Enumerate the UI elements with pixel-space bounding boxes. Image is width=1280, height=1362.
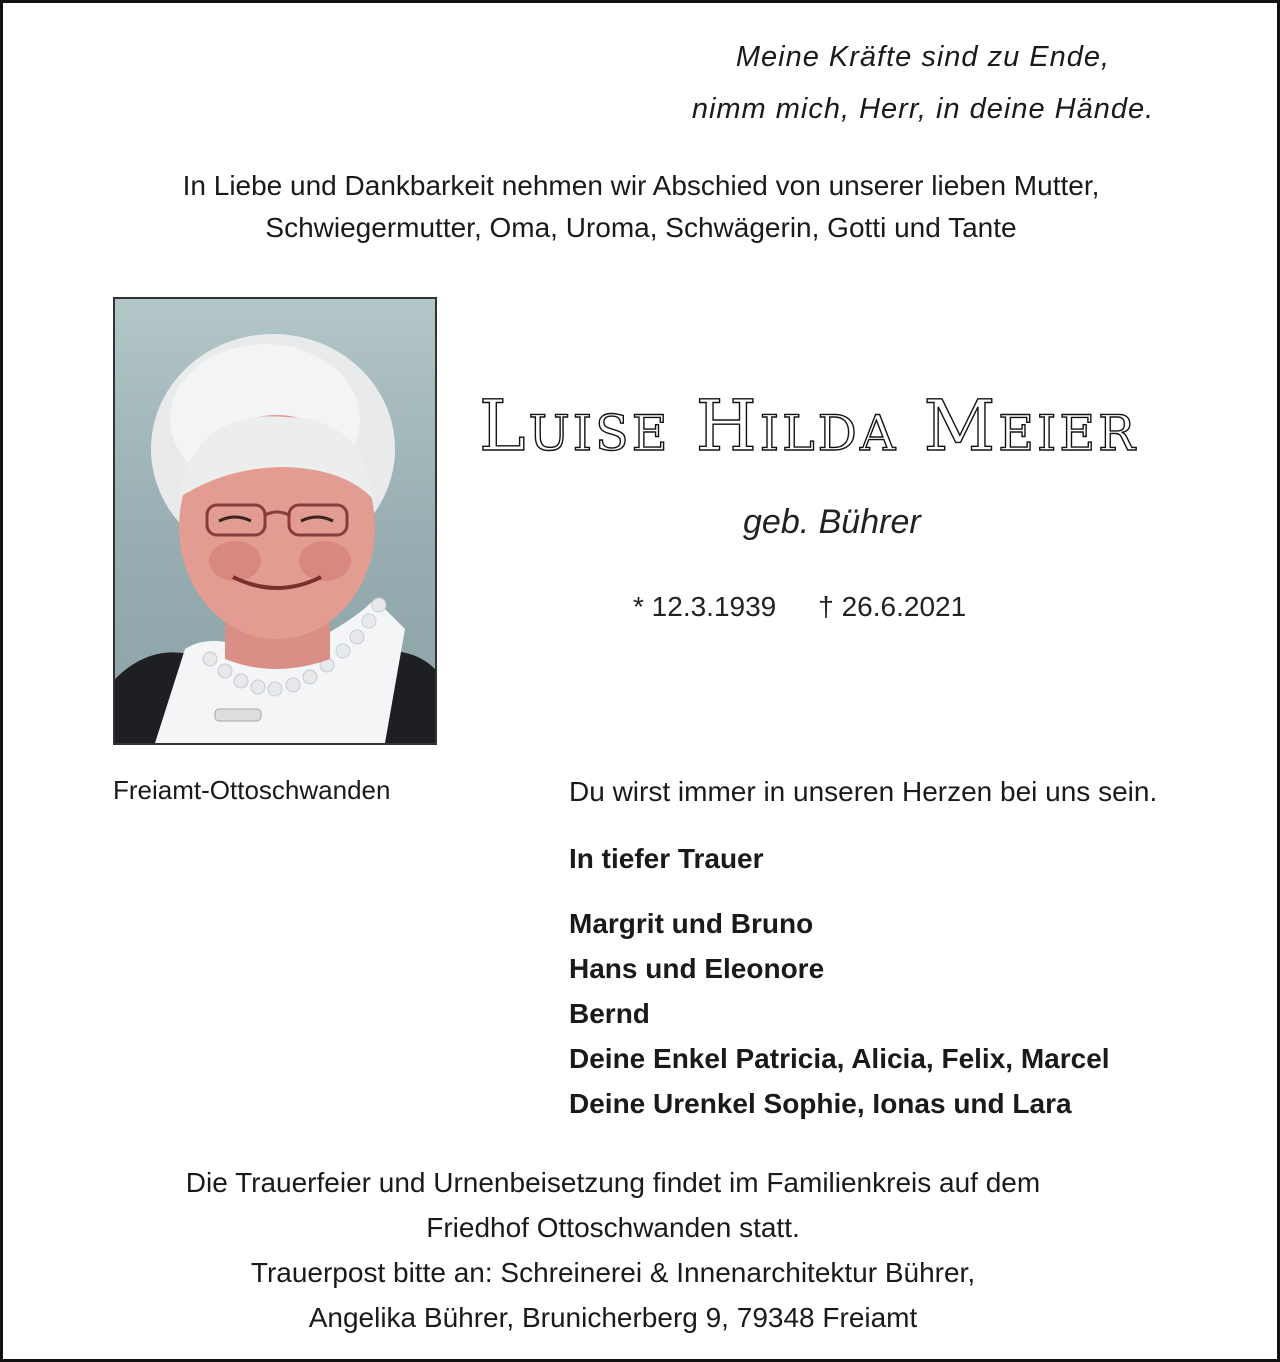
hometown: Freiamt-Ottoschwanden (113, 775, 391, 805)
mourner-item: Deine Urenkel Sophie, Ionas und Lara (569, 1088, 1072, 1119)
intro-line-1: In Liebe und Dankbarkeit nehmen wir Abschied von unserer lieben Mutter, (182, 170, 1100, 201)
funeral-info-line-4: Angelika Bührer, Brunicherberg 9, 79348 Freiamt (308, 1302, 918, 1333)
verse (563, 31, 1280, 135)
verse-line-2: nimm mich, Herr, in deine Hände. (691, 93, 1155, 125)
funeral-info-line-1: Die Trauerfeier und Urnenbeisetzung findet im Familienkreis auf dem (185, 1167, 1041, 1198)
deceased-name: Luise Hilda Meier (479, 385, 1139, 467)
funeral-info-line-2: Friedhof Ottoschwanden statt. (426, 1212, 800, 1243)
birth-name: geb. Bührer (743, 503, 921, 541)
mourner-item: Margrit und Bruno (569, 908, 814, 939)
life-dates (633, 591, 966, 623)
portrait-illustration (115, 299, 435, 743)
death-date: † 26.6.2021 (818, 591, 967, 622)
intro-text (3, 165, 1279, 249)
funeral-info-line-3: Trauerpost bitte an: Schreinerei & Innenarchitektur Bührer, (250, 1257, 976, 1288)
mourning-heading: In tiefer Trauer (569, 843, 764, 874)
birth-date: * 12.3.1939 (633, 591, 777, 622)
funeral-info (3, 1160, 1223, 1340)
mourners-list (569, 901, 1110, 1126)
intro-line-2: Schwiegermutter, Oma, Uroma, Schwägerin, Gotti und Tante (265, 212, 1017, 243)
portrait-photo (113, 297, 437, 745)
mourner-item: Deine Enkel Patricia, Alicia, Felix, Marcel (569, 1043, 1110, 1074)
verse-line-1: Meine Kräfte sind zu Ende, (735, 41, 1111, 73)
mourner-item: Hans und Eleonore (569, 953, 825, 984)
memorial-quote: Du wirst immer in unseren Herzen bei uns sein. (569, 776, 1158, 807)
mourner-item: Bernd (569, 998, 650, 1029)
